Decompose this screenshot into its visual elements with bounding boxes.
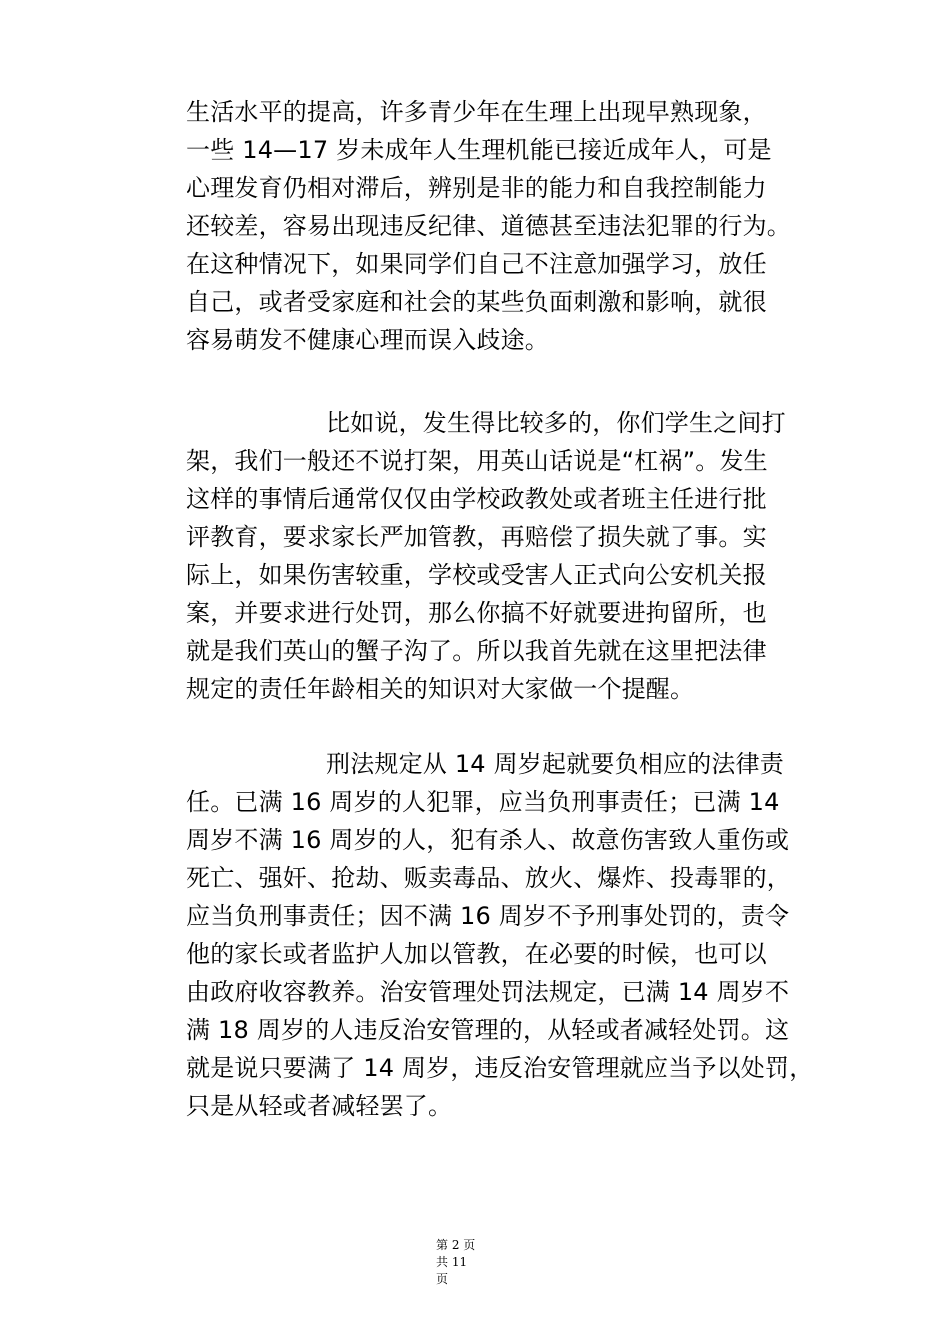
paragraph-line: 满 18 周岁的人违反治安管理的，从轻或者减轻处罚。这 (186, 1016, 790, 1044)
paragraph-line: 这样的事情后通常仅仅由学校政教处或者班主任进行批 (186, 485, 767, 513)
paragraph-line: 就是我们英山的蟹子沟了。所以我首先就在这里把法律 (186, 637, 767, 665)
paragraph-line: 应当负刑事责任；因不满 16 周岁不予刑事处罚的，责令 (186, 902, 790, 930)
paragraph-line: 只是从轻或者减轻罢了。 (186, 1092, 453, 1120)
paragraph-line: 死亡、强奸、抢劫、贩卖毒品、放火、爆炸、投毒罪的， (186, 864, 791, 892)
paragraph-line: 自己，或者受家庭和社会的某些负面刺激和影响，就很 (186, 288, 767, 316)
page-total-suffix: 页 (436, 1272, 449, 1286)
paragraph-line: 架，我们一般还不说打架，用英山话说是“杠祸”。发生 (186, 447, 768, 475)
paragraph-line: 周岁不满 16 周岁的人，犯有杀人、故意伤害致人重伤或 (186, 826, 790, 854)
paragraph-line: 评教育，要求家长严加管教，再赔偿了损失就了事。实 (186, 523, 767, 551)
paragraph-line: 案，并要求进行处罚，那么你搞不好就要进拘留所，也 (186, 599, 767, 627)
paragraph-line: 由政府收容教养。治安管理处罚法规定，已满 14 周岁不 (186, 978, 790, 1006)
paragraph-line: 就是说只要满了 14 周岁，违反治安管理就应当予以处罚， (186, 1054, 814, 1082)
page-number-line: 第 2 页 (436, 1238, 476, 1252)
paragraph-line: 他的家长或者监护人加以管教，在必要的时候，也可以 (186, 940, 767, 968)
paragraph-line: 比如说，发生得比较多的，你们学生之间打 (326, 409, 786, 437)
paragraph-line: 刑法规定从 14 周岁起就要负相应的法律责 (326, 750, 784, 778)
paragraph-line: 规定的责任年龄相关的知识对大家做一个提醒。 (186, 675, 695, 703)
paragraph-1 (186, 93, 846, 359)
paragraph-line: 容易萌发不健康心理而误入歧途。 (186, 326, 549, 354)
paragraph-line: 任。已满 16 周岁的人犯罪，应当负刑事责任；已满 14 (186, 788, 780, 816)
paragraph-line: 在这种情况下，如果同学们自己不注意加强学习，放任 (186, 250, 767, 278)
paragraph-3 (186, 745, 846, 1125)
paragraph-line: 一些 14—17 岁未成年人生理机能已接近成年人，可是 (186, 136, 772, 164)
paragraph-line: 心理发育仍相对滞后，辨别是非的能力和自我控制能力 (186, 174, 767, 202)
page-number-footer (436, 1237, 496, 1288)
paragraph-line: 际上，如果伤害较重，学校或受害人正式向公安机关报 (186, 561, 767, 589)
page-total-line: 共 11 (436, 1255, 468, 1269)
paragraph-line: 还较差，容易出现违反纪律、道德甚至违法犯罪的行为。 (186, 212, 791, 240)
paragraph-line: 生活水平的提高，许多青少年在生理上出现早熟现象， (186, 98, 767, 126)
paragraph-2 (186, 404, 846, 708)
